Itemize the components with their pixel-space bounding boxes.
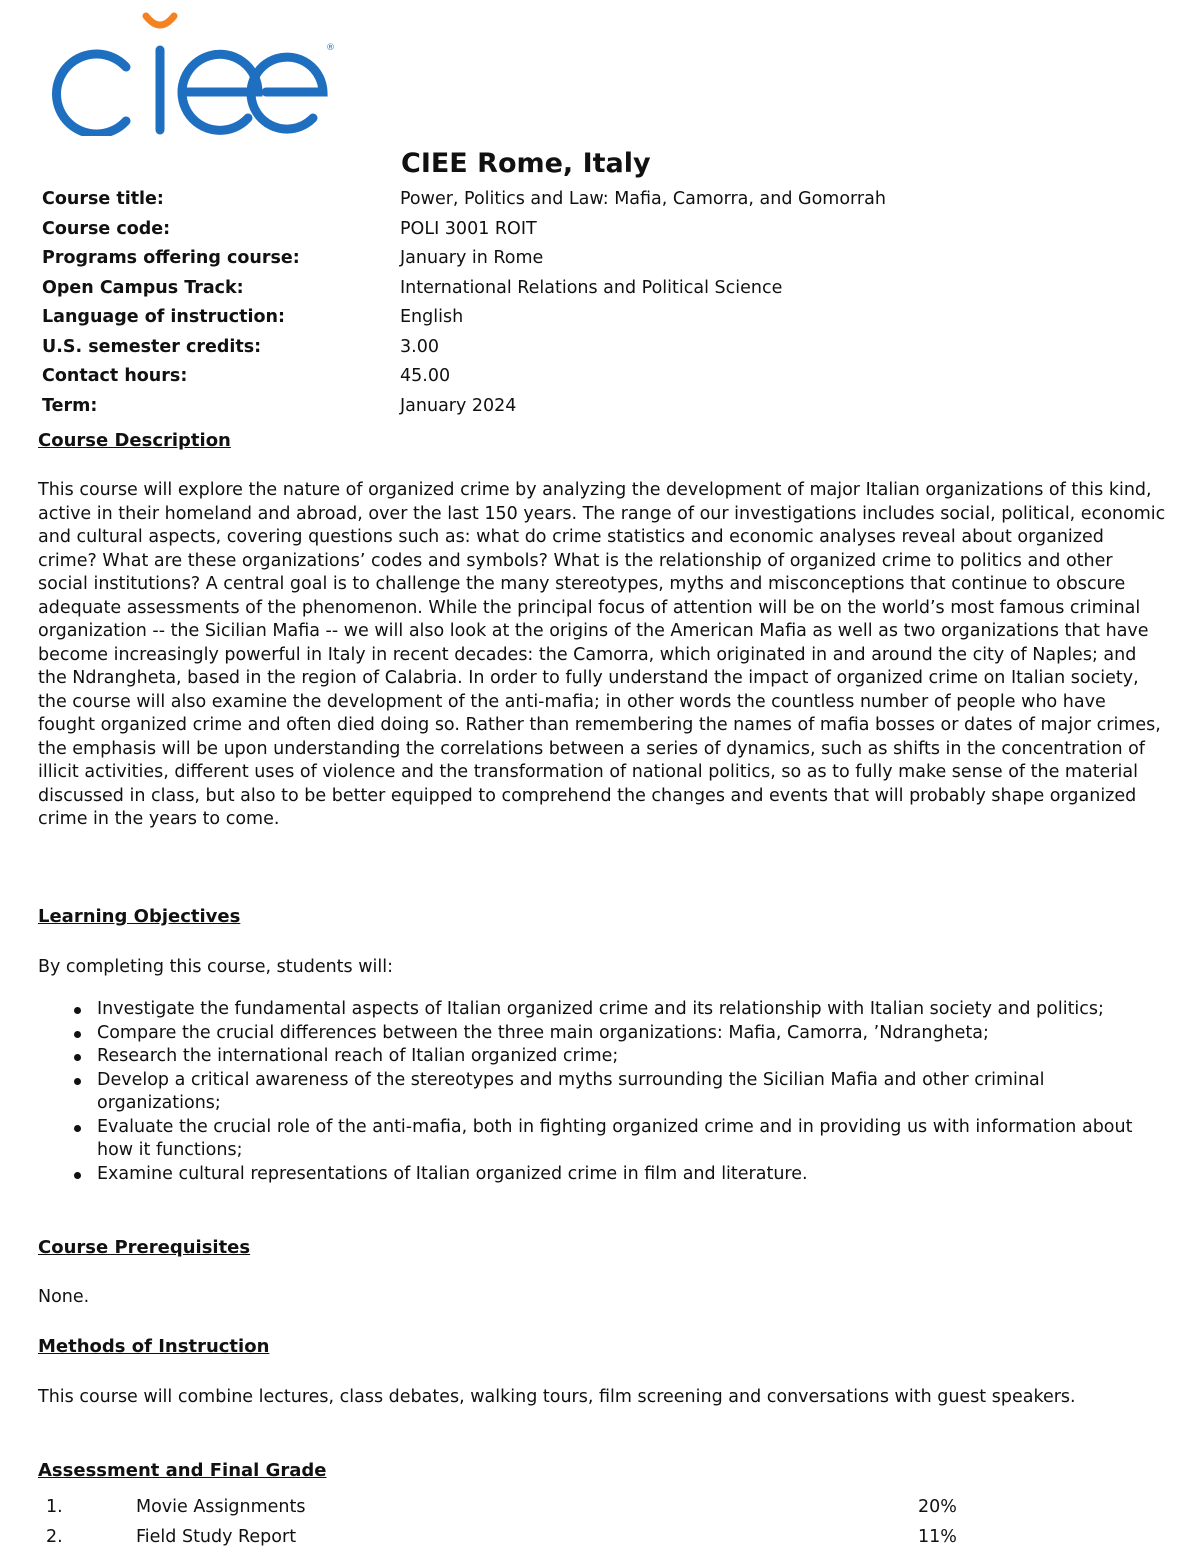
logo-registered-mark: ® [326,43,335,53]
term-value: January 2024 [400,395,517,416]
bullet-icon [74,1172,81,1179]
ciee-logo [34,10,344,136]
logo-letter-e2 [251,57,323,129]
programs-value: January in Rome [400,248,544,268]
list-item [38,1163,1166,1187]
bullet-icon [74,1125,81,1132]
list-item [38,1116,1166,1163]
credits-value: 3.00 [400,336,439,357]
logo-letter-c [56,54,126,134]
contact-hours-label: Contact hours: [42,366,188,386]
course-title-value: Power, Politics and Law: Mafia, Camorra, and Gomorrah [400,189,886,209]
bullet-icon [74,1031,81,1038]
course-code-value: POLI 3001 ROIT [400,218,537,239]
course-info [42,185,1162,421]
credits-label: U.S. semester credits: [42,336,262,357]
objective-text: Develop a critical awareness of the stereotypes and myths surrounding the Sicilian Mafia and other criminal organizations; [97,1069,1045,1113]
description-heading: Course Description [38,430,231,451]
item-name: Field Study Report [136,1527,297,1547]
list-item [38,1022,1166,1046]
item-percentage: 11% [918,1527,957,1547]
language-label: Language of instruction: [42,307,285,327]
track-label: Open Campus Track: [42,277,244,298]
track-row [42,274,1162,304]
course-title-row [42,185,1162,215]
programs-row [42,244,1162,274]
logo-smile [146,16,174,25]
objective-text: Evaluate the crucial role of the anti-mafia, both in fighting organized crime and in providing us with information about how it functions; [97,1116,1133,1160]
description-body: This course will explore the nature of organized crime by analyzing the development of major Italian organizations of this kind, active in their homeland and abroad, over the last 150 years. The range of our investigations includes social, political, economic and cultural aspects, covering questions such as: what do crime statistics and economic analyses reveal about organized crime? What are these organizations’ codes and symbols? What is the relationship of organized crime to politics and other social institutions? A central goal is to challenge the many stereotypes, myths and misconceptions that continue to obscure adequate assessments of the phenomenon. While the principal focus of attention will be on the world’s most famous criminal organization -- the Sicilian Mafia -- we will also look at the origins of the American Mafia as well as two organizations that have become increasingly powerful in Italy in recent decades: the Camorra, which originated in and around the city of Naples; and the Ndrangheta, based in the region of Calabria. In order to fully understand the impact of organized crime on Italian society, the course will also examine the development of the anti-mafia; in other words the countless number of people who have fought organized crime and often died doing so. Rather than remembering the names of mafia bosses or dates of major crimes, the emphasis will be upon understanding the correlations between a series of dynamics, such as shifts in the concentration of illicit activities, different uses of violence and the transformation of national politics, so as to fully make sense of the material discussed in class, but also to be better equipped to comprehend the changes and events that will probably shape organized crime in the years to come. [38,480,1166,829]
bullet-icon [74,1078,81,1085]
track-value: International Relations and Political Science [400,277,783,298]
course-code-row [42,215,1162,245]
prerequisites-body: None. [38,1287,90,1307]
table-row [38,1492,1166,1522]
credits-row [42,333,1162,363]
programs-label: Programs offering course: [42,248,300,268]
page-title: CIEE Rome, Italy [401,148,651,179]
objectives-intro: By completing this course, students will: [38,957,394,977]
table-row [38,1522,1166,1552]
list-item [38,1045,1166,1069]
course-code-label: Course code: [42,218,171,239]
objective-text: Examine cultural representations of Italian organized crime in film and literature. [97,1163,808,1184]
bullet-icon [74,1054,81,1061]
contact-hours-row [42,362,1162,392]
term-label: Term: [42,395,98,416]
assessment-table [38,1492,1166,1552]
objectives-heading: Learning Objectives [38,906,241,927]
objective-text: Compare the crucial differences between the three main organizations: Mafia, Camorra, ’Ndrangheta; [97,1022,989,1043]
item-name: Movie Assignments [136,1497,306,1517]
bullet-icon [74,1007,81,1014]
objectives-list [38,998,1166,1186]
course-title-label: Course title: [42,189,164,209]
term-row [42,392,1162,422]
methods-heading: Methods of Instruction [38,1336,270,1357]
assessment-heading: Assessment and Final Grade [38,1460,327,1481]
language-row [42,303,1162,333]
list-item [38,998,1166,1022]
item-number: 1. [46,1497,63,1517]
objective-text: Research the international reach of Italian organized crime; [97,1046,619,1066]
item-number: 2. [46,1527,63,1547]
objective-text: Investigate the fundamental aspects of Italian organized crime and its relationship with Italian society and politics; [97,999,1104,1019]
prerequisites-heading: Course Prerequisites [38,1237,251,1258]
methods-body: This course will combine lectures, class debates, walking tours, film screening and conversations with guest speakers. [38,1387,1076,1407]
item-percentage: 20% [918,1497,957,1517]
contact-hours-value: 45.00 [400,366,451,386]
list-item [38,1069,1166,1116]
language-value: English [400,307,464,327]
